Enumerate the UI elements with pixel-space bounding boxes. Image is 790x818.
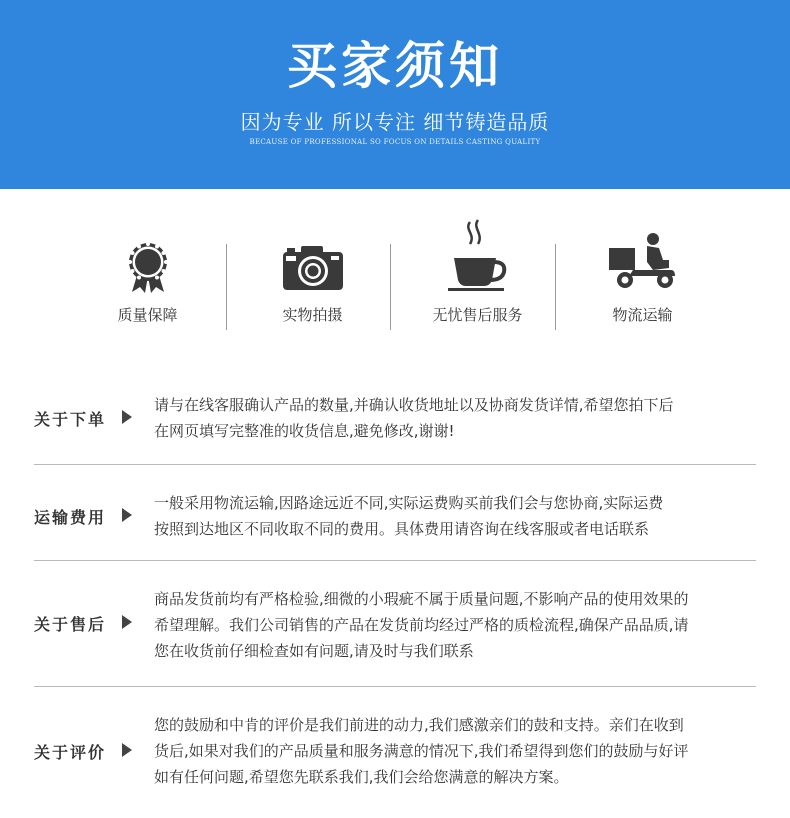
banner-subtitle-english: BECAUSE OF PROFESSIONAL SO FOCUS ON DETAILS CASTING QUALITY [249, 138, 541, 146]
section-body [154, 586, 756, 664]
text-line: 按照到达地区不同收取不同的费用。具体费用请咨询在线客服或者电话联系 [154, 520, 650, 538]
feature-after-sales [395, 238, 560, 330]
divider [555, 244, 556, 330]
triangle-right-icon [122, 743, 132, 757]
award-medal-icon [124, 242, 172, 298]
feature-real-photo [230, 238, 395, 330]
feature-logistics [560, 238, 725, 330]
delivery-scooter-icon [607, 232, 679, 294]
triangle-right-icon [122, 410, 132, 424]
header-banner [0, 0, 790, 189]
text-line: 商品发货前均有严格检验,细微的小瑕疵不属于质量问题,不影响产品的使用效果的 [154, 590, 689, 608]
feature-row [65, 238, 725, 330]
text-line: 您在收货前仔细检查如有问题,请及时与我们联系 [154, 642, 474, 660]
section-ordering [34, 392, 756, 452]
text-line: 您的鼓励和中肯的评价是我们前进的动力,我们感激亲们的鼓和支持。亲们在收到 [154, 716, 684, 734]
text-line: 一般采用物流运输,因路途远近不同,实际运费购买前我们会与您协商,实际运费 [154, 494, 664, 512]
coffee-cup-icon [446, 218, 510, 298]
section-body [154, 392, 756, 444]
section-heading: 关于评价 [34, 743, 107, 762]
section-body [154, 490, 756, 542]
section-shipping-cost [34, 490, 756, 550]
triangle-right-icon [122, 615, 132, 629]
banner-subtitle: 因为专业 所以专注 细节铸造品质 [240, 110, 550, 134]
text-line: 货后,如果对我们的产品质量和服务满意的情况下,我们希望得到您们的鼓励与好评 [154, 742, 689, 760]
feature-label: 实物拍摄 [282, 306, 343, 324]
camera-icon [281, 242, 345, 296]
text-line: 如有任何问题,希望您先联系我们,我们会给您满意的解决方案。 [154, 768, 569, 786]
text-line: 请与在线客服确认产品的数量,并确认收货地址以及协商发货详情,希望您拍下后 [154, 396, 674, 414]
divider [226, 244, 227, 330]
divider [34, 464, 756, 465]
section-body [154, 712, 756, 790]
feature-label: 质量保障 [117, 306, 178, 324]
section-reviews [34, 712, 756, 792]
feature-quality [65, 238, 230, 330]
feature-label: 无忧售后服务 [432, 306, 523, 324]
page-title: 买家须知 [287, 37, 503, 95]
section-heading: 运输费用 [34, 508, 107, 527]
section-heading: 关于下单 [34, 410, 107, 429]
triangle-right-icon [122, 508, 132, 522]
feature-label: 物流运输 [612, 306, 673, 324]
section-after-sales [34, 586, 756, 666]
divider [34, 560, 756, 561]
text-line: 希望理解。我们公司销售的产品在发货前均经过严格的质检流程,确保产品品质,请 [154, 616, 689, 634]
divider [390, 244, 391, 330]
section-heading: 关于售后 [34, 615, 107, 634]
divider [34, 686, 756, 687]
text-line: 在网页填写完整准的收货信息,避免修改,谢谢! [154, 422, 455, 440]
